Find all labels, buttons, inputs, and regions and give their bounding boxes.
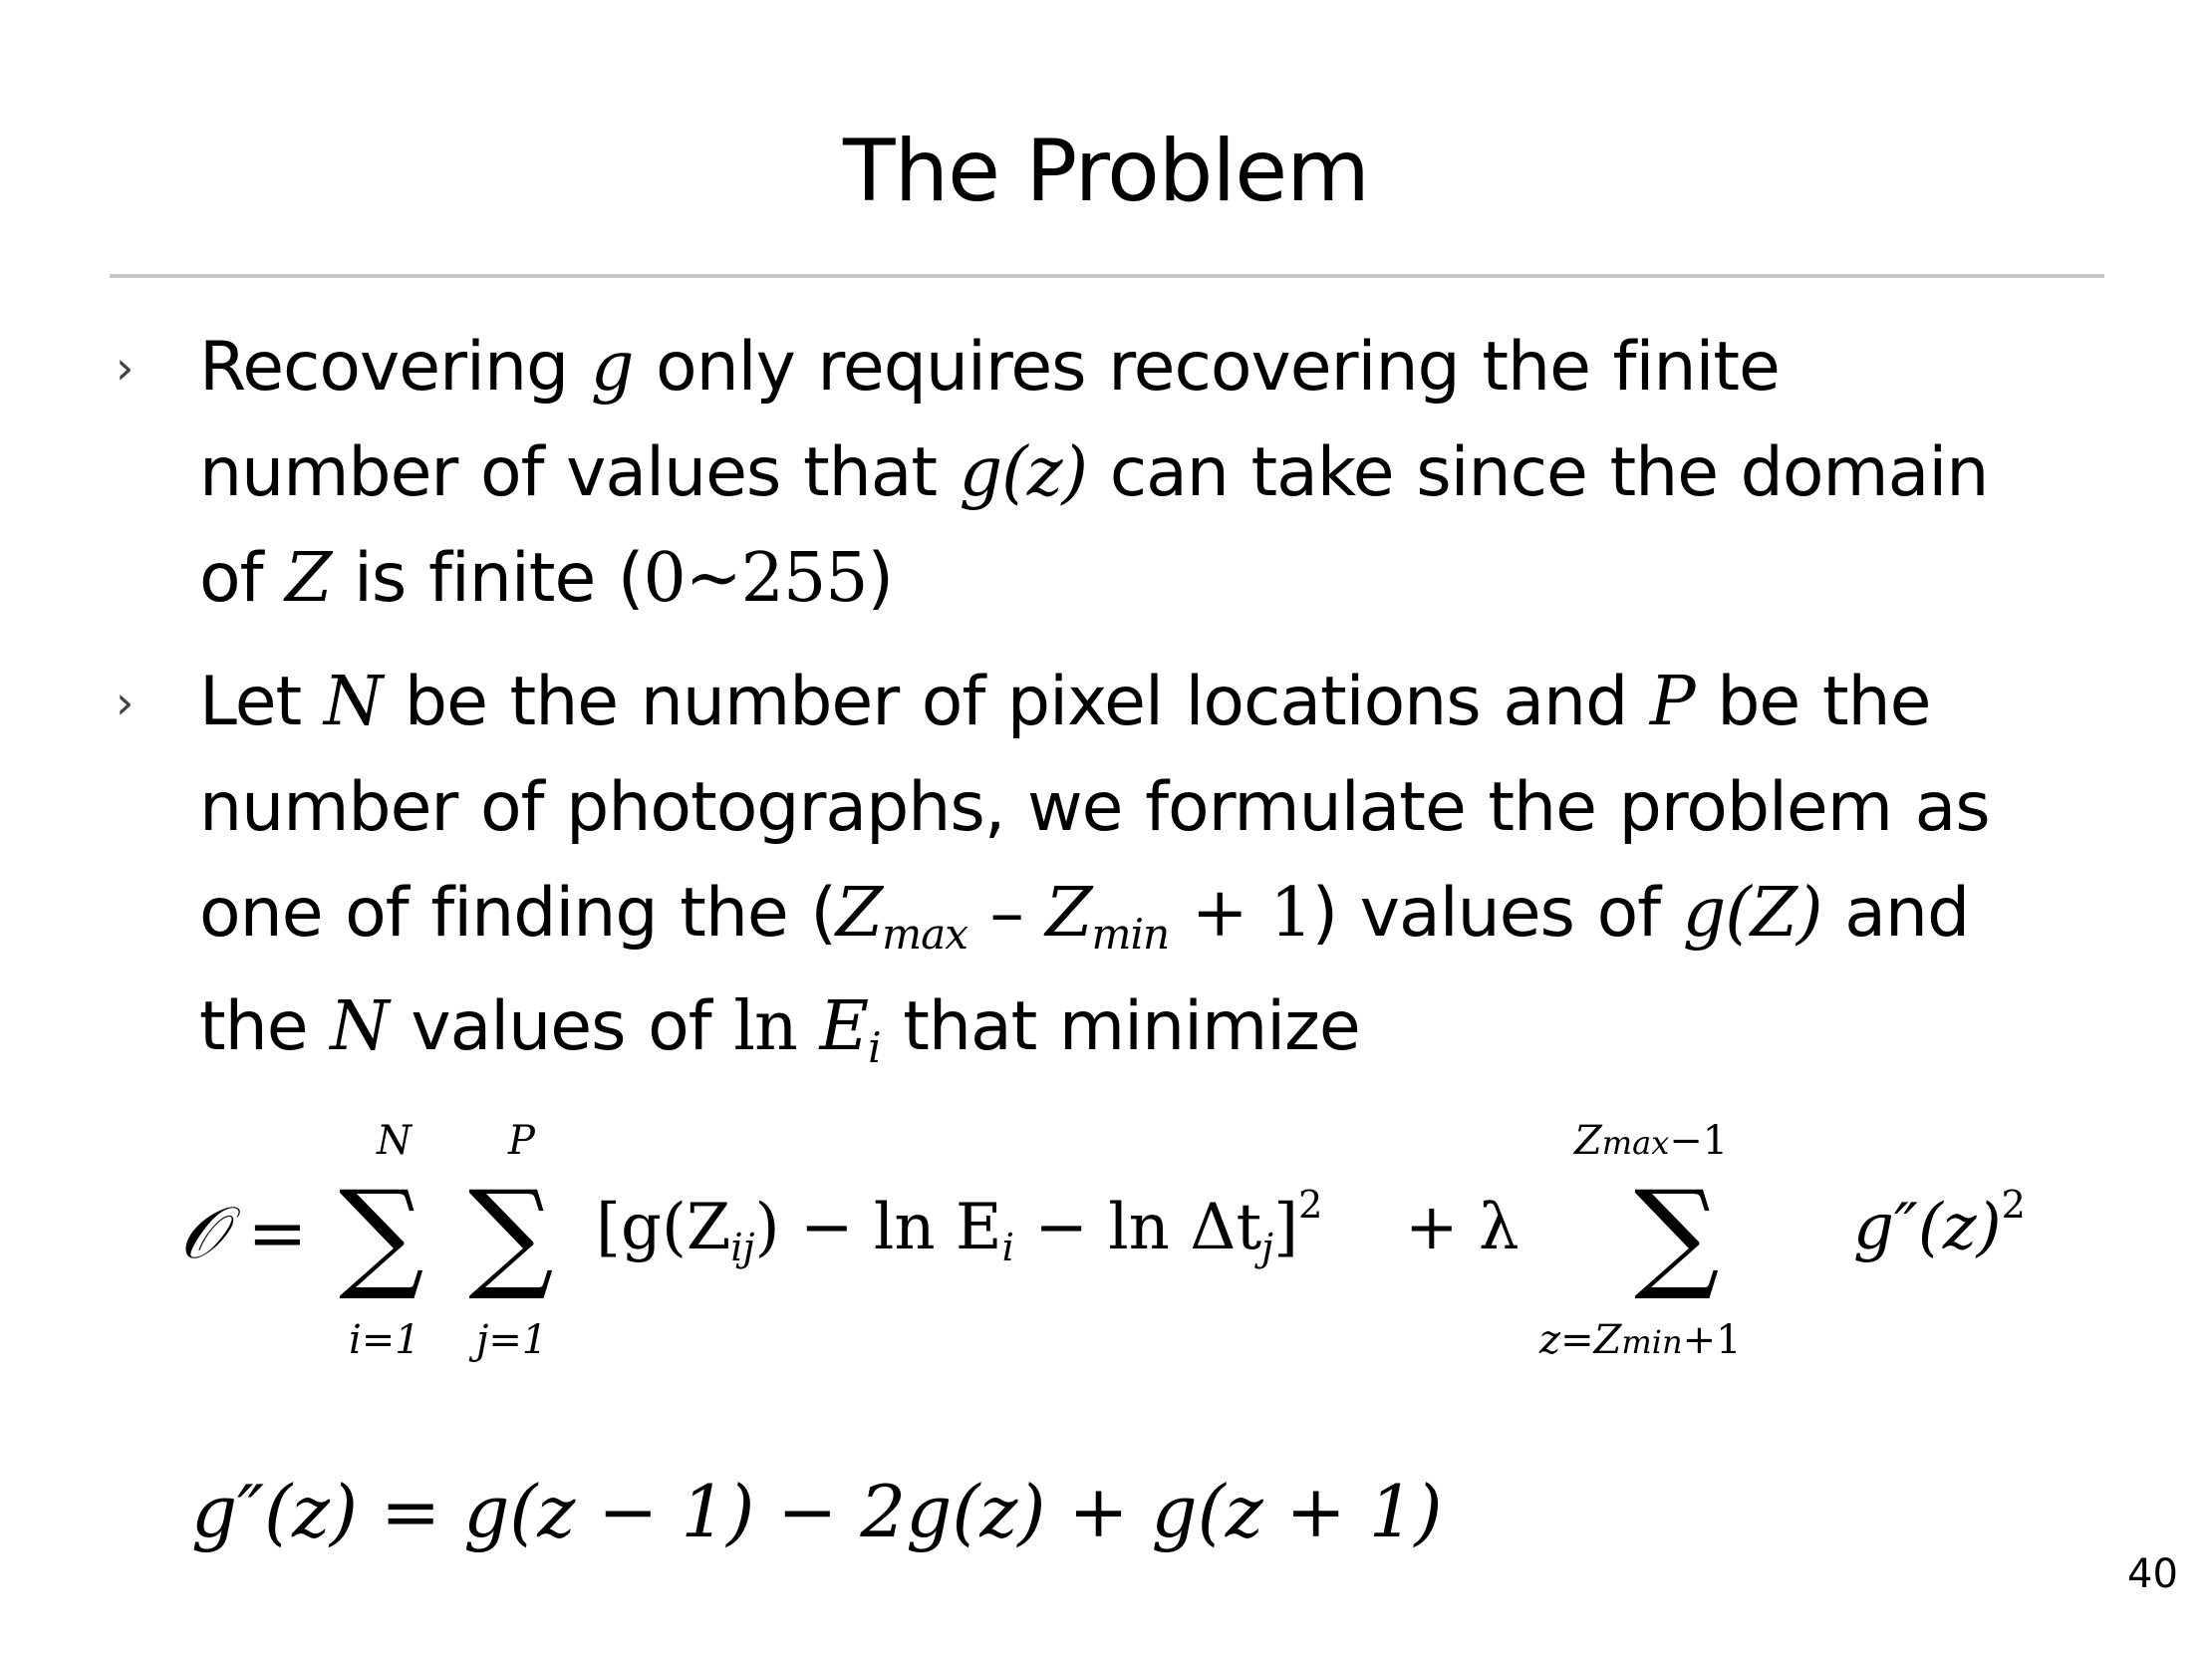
sum2-lower: j=1 xyxy=(476,1317,548,1363)
bullet-1-line-3: of Z is finite (0~255) xyxy=(199,539,893,618)
objective-term2: $g''(z)^2$ xyxy=(1853,1183,2026,1264)
math-g-of-Z: g(Z) xyxy=(1682,874,1822,953)
math-g-of-z: g(z) xyxy=(959,433,1088,512)
objective-lhs: 𝒪 = xyxy=(179,1191,308,1274)
bullet-2-text xyxy=(199,650,2122,1088)
sum3-sigma: ∑ xyxy=(1634,1166,1720,1304)
math-N: N xyxy=(323,663,383,741)
sum3-lower: z=Zmin+1 xyxy=(1539,1317,1742,1363)
second-derivative-equation: g″(z) = g(z − 1) − 2g(z) + g(z + 1) xyxy=(191,1470,1443,1553)
slide-title: The Problem xyxy=(843,122,1369,221)
bullet-1-line-1: Recovering g only requires recovering the finite xyxy=(199,328,1780,407)
math-ln: ln xyxy=(733,987,820,1066)
bullet-2-line-1: Let N be the number of pixel locations and P be the xyxy=(199,663,1931,741)
math-P: P xyxy=(1649,663,1695,741)
plus-lambda: + λ xyxy=(1405,1191,1520,1264)
bullet-1-line-2: number of values that g(z) can take since the domain xyxy=(199,433,1989,512)
math-Z: Z xyxy=(285,539,332,618)
math-g: g xyxy=(590,328,634,407)
math-N-2: N xyxy=(330,987,389,1066)
bullet-marker-1: › xyxy=(116,341,135,395)
sum2-sigma: ∑ xyxy=(468,1166,554,1304)
bullet-marker-2: › xyxy=(116,676,135,729)
math-Zmin: Z xyxy=(1045,874,1092,953)
sum1-sigma: ∑ xyxy=(339,1166,424,1304)
math-range: 0~255 xyxy=(643,539,868,618)
bullet-2-line-3: one of finding the (Zmax – Zmin + 1) values of g(Z) and xyxy=(199,874,1970,959)
math-Zmax: Z xyxy=(835,874,883,953)
sum3-upper: Zmax−1 xyxy=(1574,1118,1729,1164)
math-E: E xyxy=(819,987,869,1066)
page-number: 40 xyxy=(2127,1551,2178,1597)
sum1-upper: N xyxy=(377,1118,412,1164)
title-divider xyxy=(110,274,2104,278)
bullet-2-line-2: number of photographs, we formulate the problem as xyxy=(199,768,1990,847)
objective-term1: $[g(Zij) - \ln Ei - \ln \Delta tj]^2$ xyxy=(596,1183,1323,1270)
bullet-2-line-4: the N values of ln Ei that minimize xyxy=(199,987,1360,1072)
sum2-upper: P xyxy=(508,1118,535,1164)
sum1-lower: i=1 xyxy=(349,1317,420,1363)
bullet-1-text xyxy=(199,315,2122,632)
